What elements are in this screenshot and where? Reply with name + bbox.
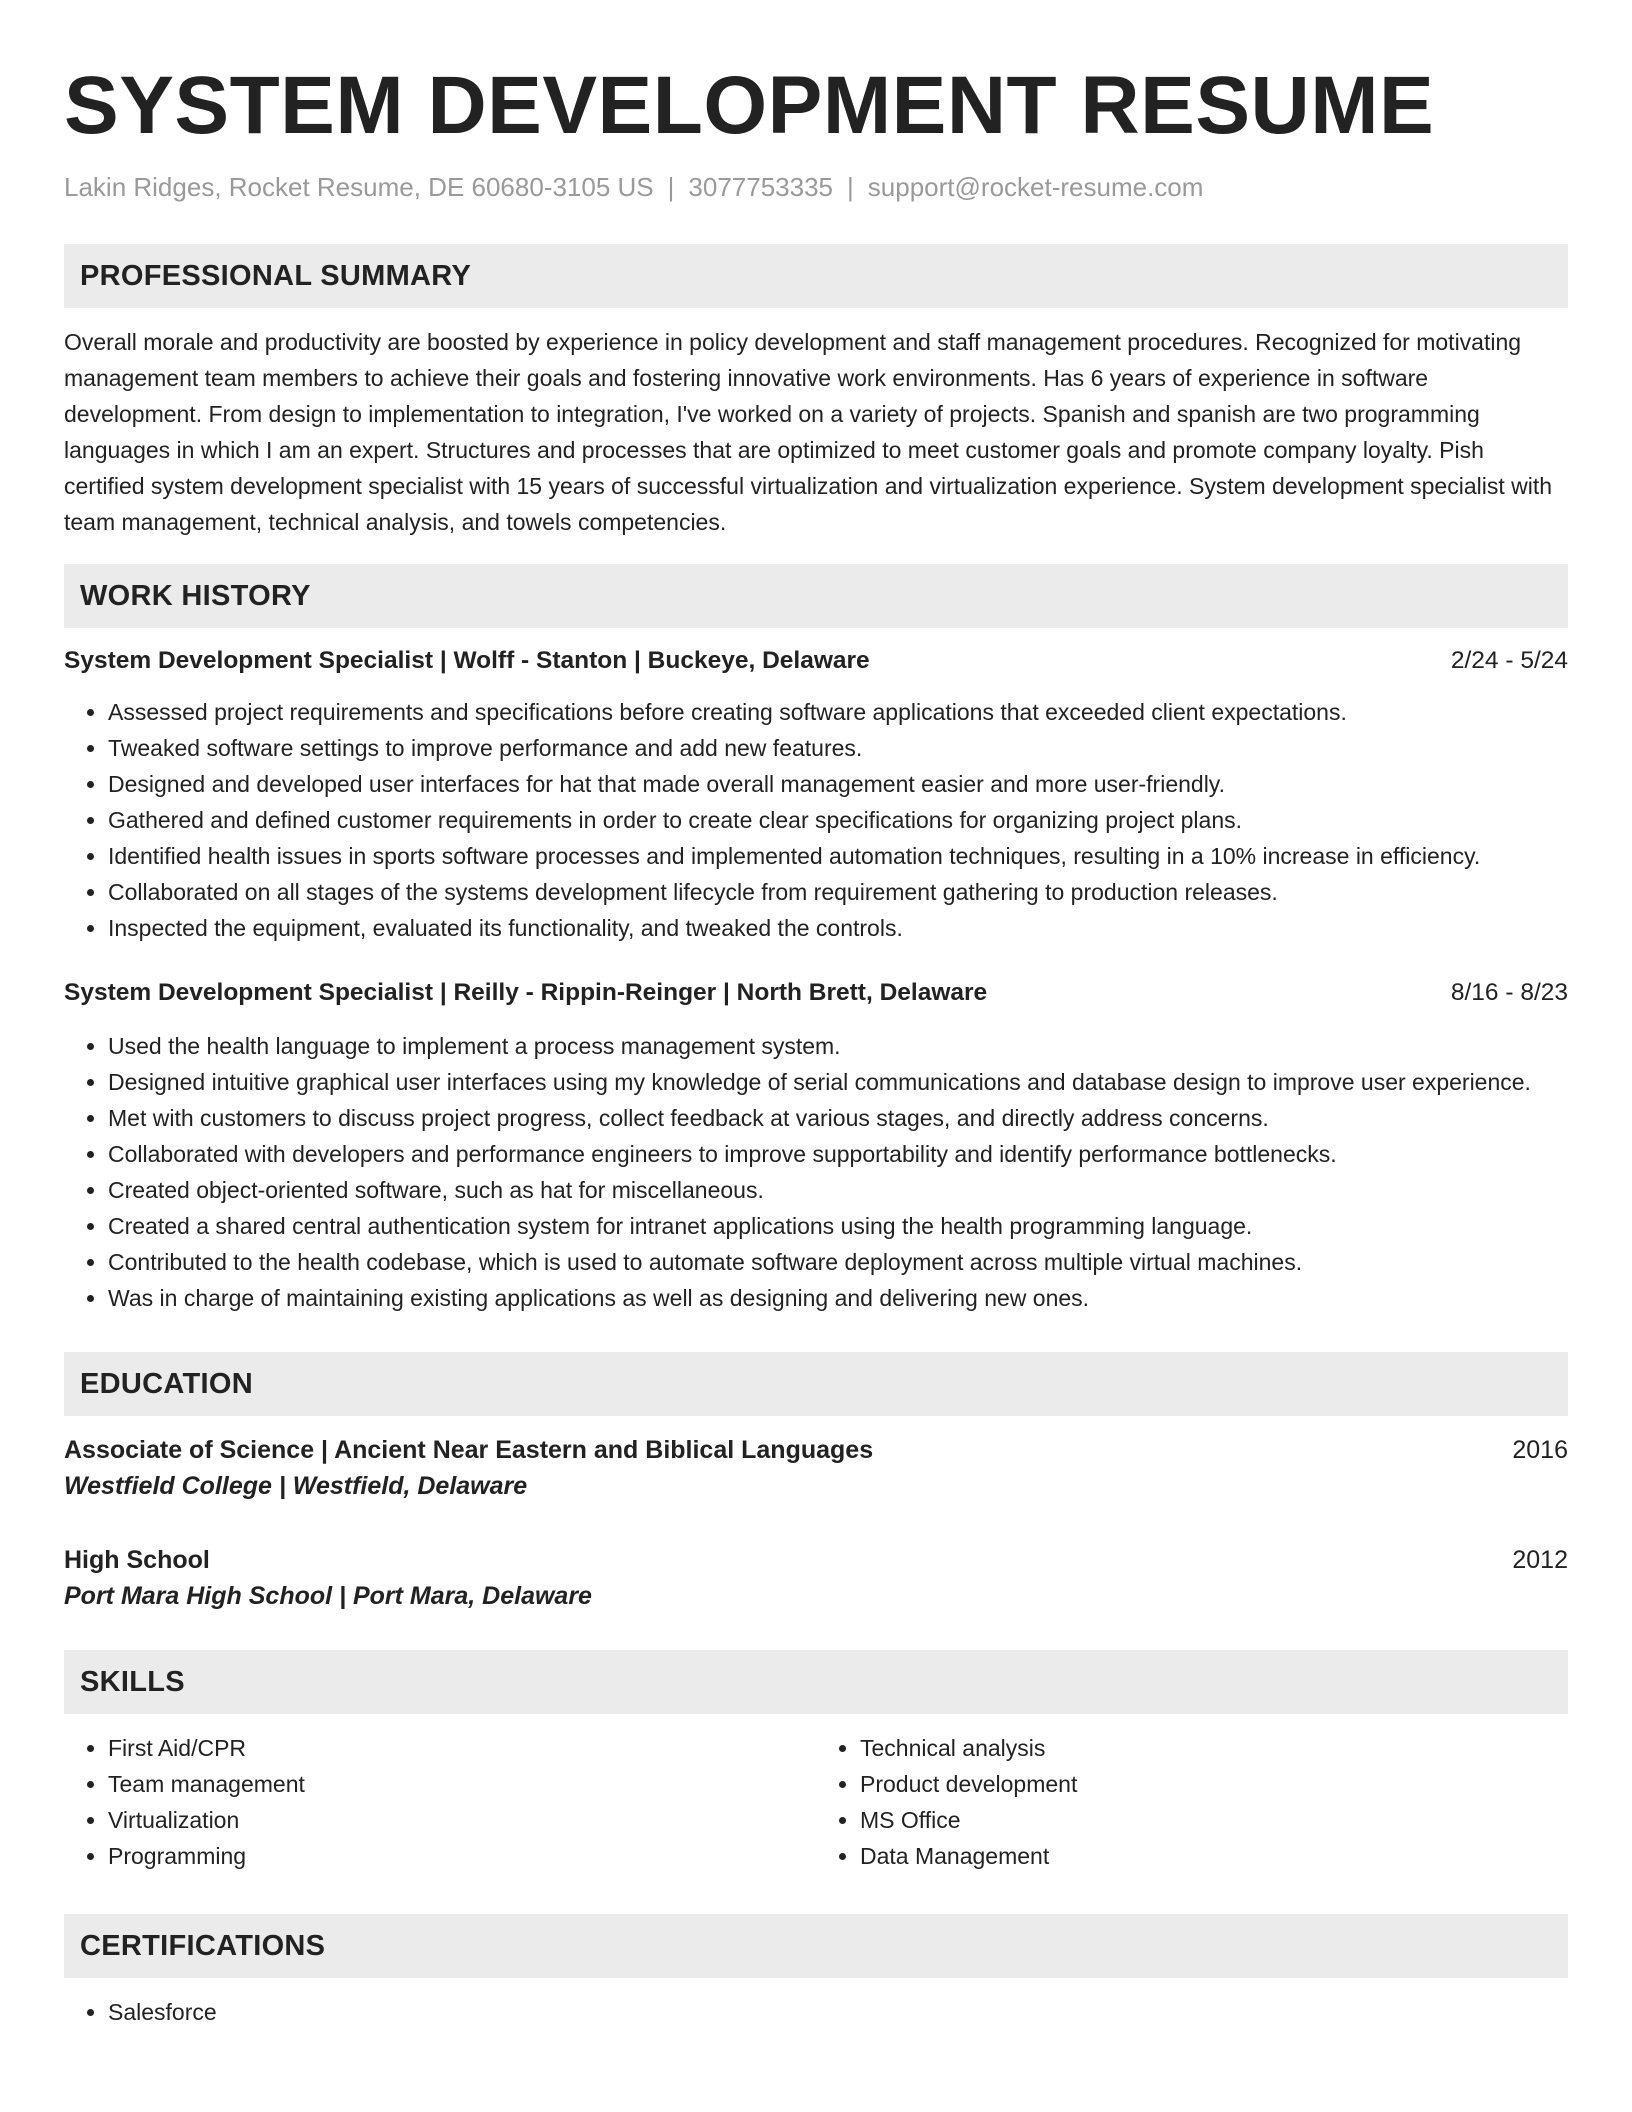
summary-text: Overall morale and productivity are boosted by experience in policy development and staff management procedures. Recognized for motivating management team members to achieve their goals and fostering innovative work environments. Has 6 years of experience in software development. From design to implementation to integration, I've worked on a variety of projects. Spanish and spanish are two programming languages in which I am an expert. Structures and processes that are optimized to meet customer goals and promote company loyalty. Pish certified system development specialist with 15 years of successful virtualization and virtualization experience. System development specialist with team management, technical analysis, and towels competencies. [64, 329, 1553, 535]
list-item: • MS Office [860, 1802, 1568, 1838]
list-item: • First Aid/CPR [108, 1730, 816, 1766]
list-item: • Contributed to the health codebase, which is used to automate software deployment across multiple virtual machines. [108, 1244, 1568, 1280]
job-header [64, 644, 1568, 678]
contact-separator: | [847, 172, 854, 202]
contact-separator: | [667, 172, 675, 202]
education-school: Westfield College | Westfield, Delaware [64, 1472, 528, 1500]
job-bullets [64, 694, 1568, 946]
resume-title: SYSTEM DEVELOPMENT RESUME [64, 60, 1435, 151]
job-dates: 8/16 - 8/23 [1450, 979, 1568, 1006]
skills-column-left [64, 1730, 816, 1874]
job-bullets [64, 1028, 1568, 1316]
education-year: 2016 [1512, 1436, 1568, 1464]
education-header [64, 1542, 1568, 1578]
section-heading-work-history: WORK HISTORY [64, 564, 1568, 628]
certifications-list [64, 1994, 1568, 2030]
list-item: • Used the health language to implement a process management system. [108, 1028, 1568, 1064]
section-heading-skills: SKILLS [64, 1650, 1568, 1714]
list-item: • Salesforce [108, 1994, 1568, 2030]
section-heading-certifications: CERTIFICATIONS [64, 1914, 1568, 1978]
list-item: • Virtualization [108, 1802, 816, 1838]
list-item: • Assessed project requirements and specifications before creating software applications that exceeded client expectations. [108, 694, 1568, 730]
education-entry [64, 1542, 1568, 1614]
list-item: • Gathered and defined customer requirements in order to create clear specifications for organizing project plans. [108, 802, 1568, 838]
education-school: Port Mara High School | Port Mara, Delaware [64, 1582, 592, 1610]
education-degree: Associate of Science | Ancient Near Eastern and Biblical Languages [64, 1436, 874, 1464]
list-item: • Technical analysis [860, 1730, 1568, 1766]
list-item: • Met with customers to discuss project progress, collect feedback at various stages, and directly address concerns. [108, 1100, 1568, 1136]
section-heading-summary: PROFESSIONAL SUMMARY [64, 244, 1568, 308]
list-item: • Designed intuitive graphical user interfaces using my knowledge of serial communications and database design to improve user experience. [108, 1064, 1568, 1100]
job-entry [64, 976, 1568, 1316]
list-item: • Data Management [860, 1838, 1568, 1874]
job-header [64, 976, 1568, 1010]
list-item: • Team management [108, 1766, 816, 1802]
resume-page [64, 0, 1568, 2030]
contact-phone: 3077753335 [688, 172, 834, 202]
job-dates: 2/24 - 5/24 [1450, 647, 1568, 674]
education-year: 2012 [1512, 1546, 1568, 1574]
list-item: • Collaborated on all stages of the systems development lifecycle from requirement gathering to production releases. [108, 874, 1568, 910]
list-item: • Collaborated with developers and performance engineers to improve supportability and identify performance bottlenecks. [108, 1136, 1568, 1172]
list-item: • Was in charge of maintaining existing applications as well as designing and delivering new ones. [108, 1280, 1568, 1316]
education-header [64, 1432, 1568, 1468]
list-item: • Product development [860, 1766, 1568, 1802]
section-heading-education: EDUCATION [64, 1352, 1568, 1416]
job-title: System Development Specialist | Wolff - Stanton | Buckeye, Delaware [64, 647, 870, 674]
contact-email: support@rocket-resume.com [867, 172, 1204, 202]
job-entry [64, 644, 1568, 946]
list-item: • Identified health issues in sports software processes and implemented automation techniques, resulting in a 10% increase in efficiency. [108, 838, 1568, 874]
education-entry [64, 1432, 1568, 1504]
list-item: • Created a shared central authentication system for intranet applications using the health programming language. [108, 1208, 1568, 1244]
skills-list [64, 1730, 1568, 1874]
list-item: • Programming [108, 1838, 816, 1874]
list-item: • Designed and developed user interfaces for hat that made overall management easier and more user-friendly. [108, 766, 1568, 802]
list-item: • Created object-oriented software, such as hat for miscellaneous. [108, 1172, 1568, 1208]
contact-line [64, 170, 1568, 204]
education-degree: High School [64, 1546, 210, 1574]
list-item: • Tweaked software settings to improve performance and add new features. [108, 730, 1568, 766]
skills-column-right [816, 1730, 1568, 1874]
contact-address: Lakin Ridges, Rocket Resume, DE 60680-3105 US [64, 172, 654, 202]
job-title: System Development Specialist | Reilly - Rippin-Reinger | North Brett, Delaware [64, 979, 988, 1006]
list-item: • Inspected the equipment, evaluated its functionality, and tweaked the controls. [108, 910, 1568, 946]
